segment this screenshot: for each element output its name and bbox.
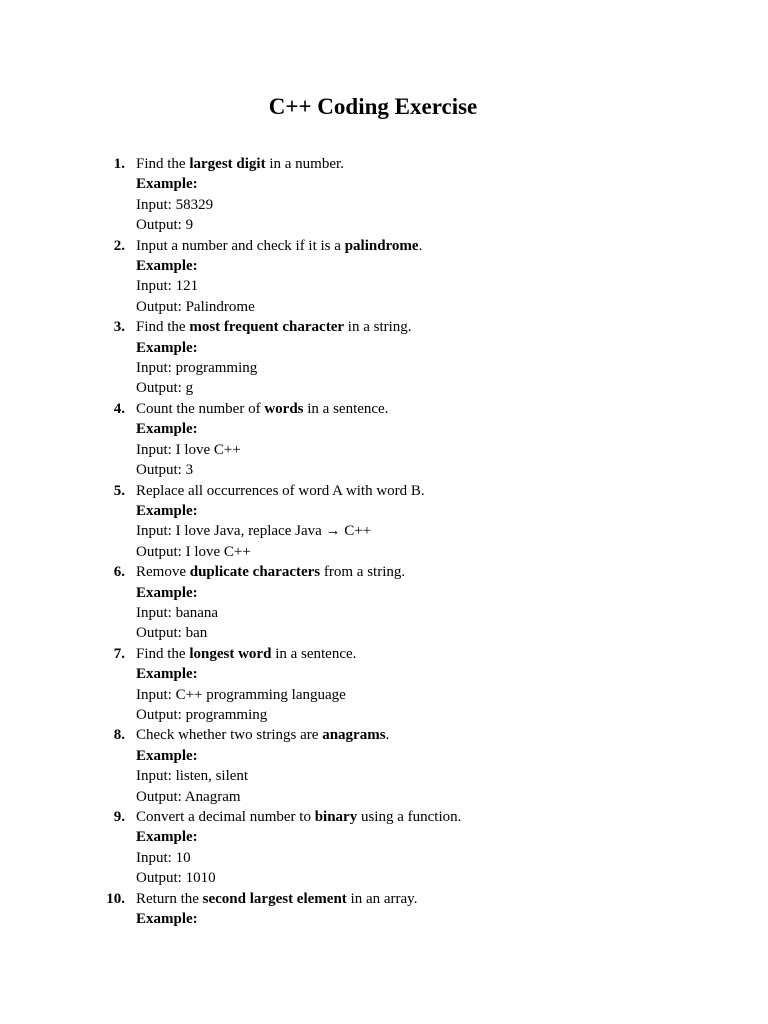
statement-text: . <box>418 237 423 254</box>
exercise-item <box>100 889 720 930</box>
output-value: ban <box>185 625 208 642</box>
exercise-item <box>100 236 720 318</box>
example-label: Example: <box>136 911 198 928</box>
input-label: Input: <box>136 196 172 213</box>
output-label: Output: <box>136 217 182 234</box>
statement-keyword: most frequent character <box>189 319 345 336</box>
statement-text: Replace all occurrences of word A with word B. <box>136 482 425 499</box>
exercise-number: 10. <box>106 890 125 907</box>
statement-text: Remove <box>136 564 190 581</box>
output-value: 3 <box>185 462 194 479</box>
output-value: Palindrome <box>185 298 255 315</box>
example-input <box>136 521 720 541</box>
statement-keyword: palindrome <box>344 237 419 254</box>
exercise-statement <box>136 317 720 337</box>
exercise-number: 6. <box>113 564 125 581</box>
example-output <box>136 460 720 480</box>
output-label: Output: <box>136 380 182 397</box>
exercise-statement <box>136 236 720 256</box>
statement-text: Check whether two strings are <box>136 727 323 744</box>
input-value: I love Java, replace Java → C++ <box>175 523 372 540</box>
statement-text: Return the <box>136 890 203 907</box>
input-value: C++ programming language <box>175 686 346 703</box>
exercise-statement <box>136 644 720 664</box>
output-label: Output: <box>136 543 182 560</box>
statement-text: in a sentence. <box>303 400 389 417</box>
input-label: Input: <box>136 441 172 458</box>
input-label: Input: <box>136 278 172 295</box>
input-value: 121 <box>175 278 199 295</box>
example-input <box>136 358 720 378</box>
example-label: Example: <box>136 339 198 356</box>
statement-text: Convert a decimal number to <box>136 809 315 825</box>
statement-text: Count the number of <box>136 400 265 417</box>
statement-keyword: largest digit <box>189 156 266 172</box>
example-output <box>136 297 720 317</box>
output-value: programming <box>185 706 268 723</box>
output-value: 1010 <box>185 870 216 887</box>
page-title: C++ Coding Exercise <box>268 94 478 119</box>
statement-text: in a string. <box>344 319 412 336</box>
example-input <box>136 276 720 296</box>
statement-text: Find the <box>136 156 190 172</box>
example-input <box>136 440 720 460</box>
input-value: banana <box>175 604 219 621</box>
statement-keyword: longest word <box>189 645 272 662</box>
input-label: Input: <box>136 523 172 540</box>
statement-keyword: binary <box>314 809 358 825</box>
example-output <box>136 787 720 807</box>
exercise-number: 5. <box>113 482 125 499</box>
example-output <box>136 542 720 562</box>
statement-text: in an array. <box>346 890 418 907</box>
example-output <box>136 215 720 235</box>
input-label: Input: <box>136 768 172 785</box>
input-value: programming <box>175 360 258 377</box>
output-label: Output: <box>136 870 182 887</box>
exercise-number: 8. <box>113 727 125 744</box>
example-output <box>136 868 720 888</box>
statement-keyword: duplicate characters <box>189 564 321 581</box>
output-label: Output: <box>136 706 182 723</box>
exercise-statement <box>136 481 720 501</box>
exercise-number: 7. <box>113 645 125 662</box>
example-label: Example: <box>136 421 198 438</box>
example-input <box>136 848 720 868</box>
statement-text: Find the <box>136 319 190 336</box>
input-value: 10 <box>175 849 191 866</box>
exercise-number: 9. <box>113 809 125 825</box>
exercise-item <box>100 807 720 889</box>
input-value: listen, silent <box>175 768 249 785</box>
input-label: Input: <box>136 360 172 377</box>
exercise-item <box>100 317 720 399</box>
example-label: Example: <box>136 502 198 519</box>
statement-text: Input a number and check if it is a <box>136 237 345 254</box>
exercise-number: 1. <box>113 156 125 172</box>
exercise-statement <box>136 725 720 745</box>
exercise-number: 4. <box>113 400 125 417</box>
exercise-statement <box>136 154 720 174</box>
input-value: I love C++ <box>175 441 241 458</box>
exercise-item <box>100 644 720 726</box>
example-input <box>136 685 720 705</box>
output-value: g <box>185 380 194 397</box>
example-label: Example: <box>136 747 198 764</box>
statement-keyword: anagrams <box>322 727 386 744</box>
output-value: 9 <box>185 217 194 234</box>
output-label: Output: <box>136 788 182 805</box>
example-label: Example: <box>136 584 198 601</box>
example-output <box>136 705 720 725</box>
statement-text: in a number. <box>265 156 344 172</box>
exercise-list <box>100 154 720 929</box>
exercise-statement <box>136 399 720 419</box>
input-value: 58329 <box>175 196 214 213</box>
exercise-statement <box>136 562 720 582</box>
exercise-item <box>100 154 720 236</box>
example-input <box>136 195 720 215</box>
output-label: Output: <box>136 625 182 642</box>
output-label: Output: <box>136 298 182 315</box>
statement-text: in a sentence. <box>271 645 357 662</box>
statement-keyword: words <box>264 400 304 417</box>
example-label: Example: <box>136 258 198 275</box>
exercise-number: 2. <box>113 237 125 254</box>
example-label: Example: <box>136 176 198 193</box>
exercise-number: 3. <box>113 319 125 336</box>
statement-keyword: second largest element <box>202 890 347 907</box>
statement-text: Find the <box>136 645 190 662</box>
example-label: Example: <box>136 829 198 846</box>
input-label: Input: <box>136 686 172 703</box>
exercise-item <box>100 481 720 563</box>
statement-text: from a string. <box>320 564 406 581</box>
example-output <box>136 623 720 643</box>
output-value: I love C++ <box>185 543 251 560</box>
example-label: Example: <box>136 666 198 683</box>
output-label: Output: <box>136 462 182 479</box>
example-output <box>136 378 720 398</box>
input-label: Input: <box>136 604 172 621</box>
exercise-statement <box>136 889 720 909</box>
statement-text: . <box>385 727 390 744</box>
exercise-item <box>100 725 720 807</box>
exercise-statement <box>136 807 720 827</box>
exercise-item <box>100 562 720 644</box>
statement-text: using a function. <box>357 809 462 825</box>
example-input <box>136 603 720 623</box>
example-input <box>136 766 720 786</box>
output-value: Anagram <box>184 788 241 805</box>
input-label: Input: <box>136 849 172 866</box>
exercise-item <box>100 399 720 481</box>
